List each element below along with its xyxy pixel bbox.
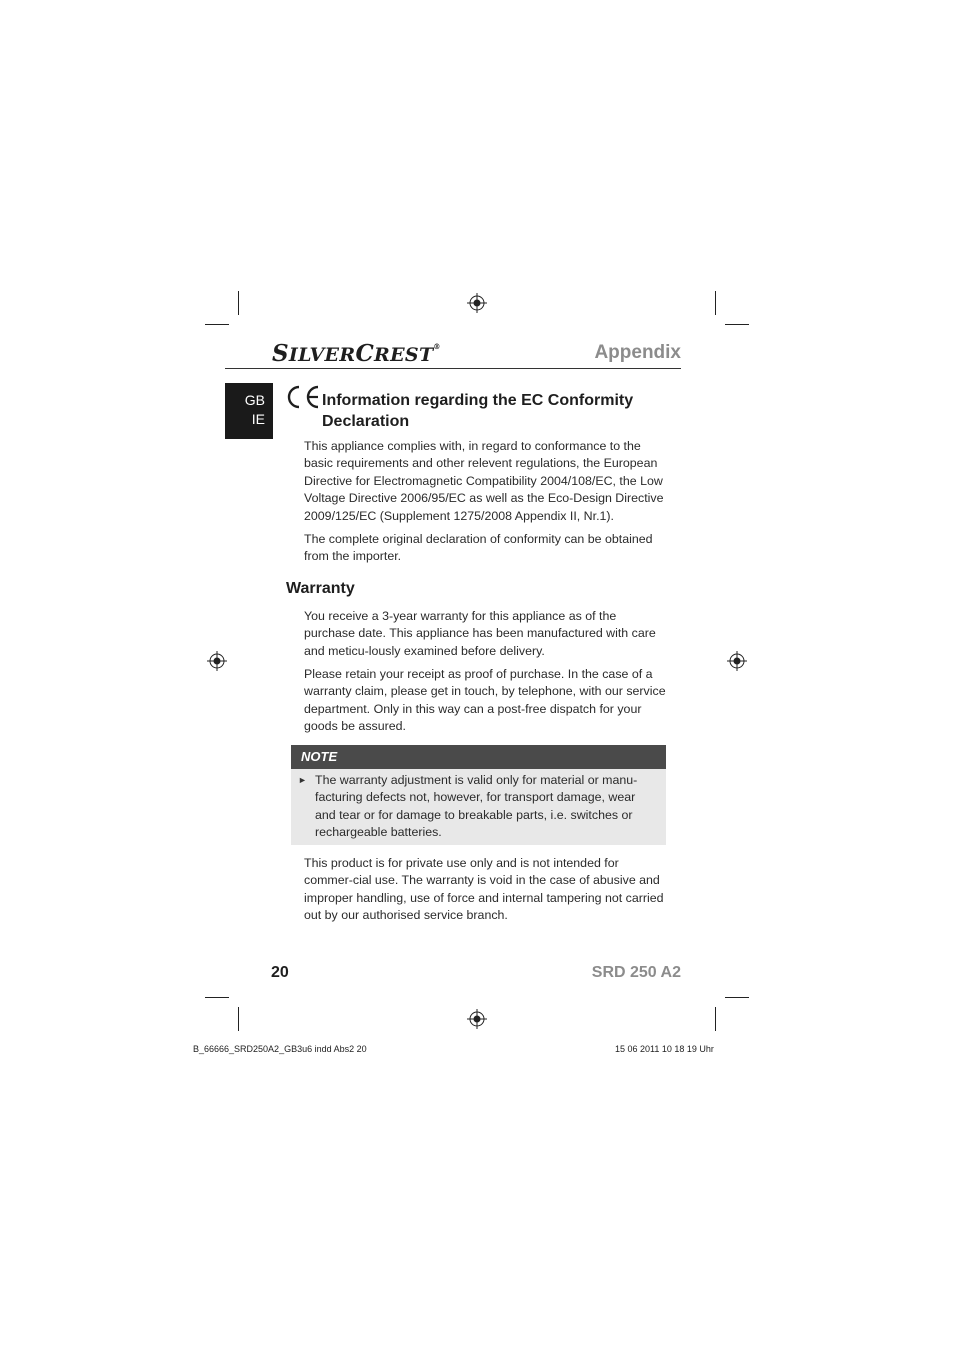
crop-mark bbox=[238, 291, 239, 315]
crop-mark bbox=[725, 324, 749, 325]
crop-mark bbox=[205, 324, 229, 325]
ce-mark-icon bbox=[285, 384, 321, 410]
note-text: The warranty adjustment is valid only for material or manu-facturing defects not, however, for transport damage, wear and tear or for damage to breakable parts, i.e. switches or rechargeable batteries. bbox=[315, 773, 638, 840]
page-number: 20 bbox=[271, 964, 289, 981]
ce-paragraph: This appliance complies with, in regard to conformance to the basic requirements and other relevent regulations, the European Directive for Electromagnetic Compatibility 2004/108/EC, the Low Voltage Directive 2006/95/EC as well as the Eco-Design Directive 2009/125/EC (Supplement 1275/2008 Appendix II, Nr.1). bbox=[304, 439, 664, 523]
warranty-paragraph: Please retain your receipt as proof of purchase. In the case of a warranty claim, please get in touch, by telephone, with our service department. Only in this way can a post-free dispatch for your goods be assured. bbox=[304, 667, 666, 734]
crop-mark bbox=[715, 1007, 716, 1031]
warranty-paragraph: You receive a 3-year warranty for this appliance as of the purchase date. This appliance has been manufactured with care and meticu-lously examined before delivery. bbox=[304, 609, 656, 658]
country-code: GB bbox=[244, 392, 265, 408]
model-number: SRD 250 A2 bbox=[591, 964, 681, 981]
note-header: NOTE bbox=[291, 745, 666, 769]
crop-mark bbox=[238, 1007, 239, 1031]
triangle-bullet-icon: ► bbox=[298, 775, 307, 785]
crop-mark bbox=[715, 291, 716, 315]
warranty-heading: Warranty bbox=[286, 580, 355, 597]
registration-mark-icon bbox=[467, 293, 487, 313]
slug-filename: B_66666_SRD250A2_GB3u6 indd Abs2 20 bbox=[193, 1044, 367, 1054]
country-tab bbox=[225, 383, 273, 439]
closing-paragraph: This product is for private use only and is not intended for commer-cial use. The warranty is void in the case of abusive and improper handling, use of force and internal tampering not carried out by our authorised service branch. bbox=[304, 856, 664, 923]
ce-paragraph: The complete original declaration of conformity can be obtained from the importer. bbox=[304, 532, 653, 564]
registration-mark-icon bbox=[727, 651, 747, 671]
ce-heading: Information regarding the EC Conformity Declaration bbox=[322, 392, 634, 430]
crop-mark bbox=[205, 997, 229, 998]
registration-mark-icon bbox=[207, 651, 227, 671]
slug-timestamp: 15 06 2011 10 18 19 Uhr bbox=[615, 1044, 714, 1054]
brand-logo: SILVERCREST® bbox=[272, 340, 441, 367]
header-divider bbox=[225, 368, 681, 369]
registration-mark-icon bbox=[467, 1009, 487, 1029]
section-title: Appendix bbox=[594, 342, 681, 363]
crop-mark bbox=[725, 997, 749, 998]
country-code: IE bbox=[251, 411, 265, 427]
